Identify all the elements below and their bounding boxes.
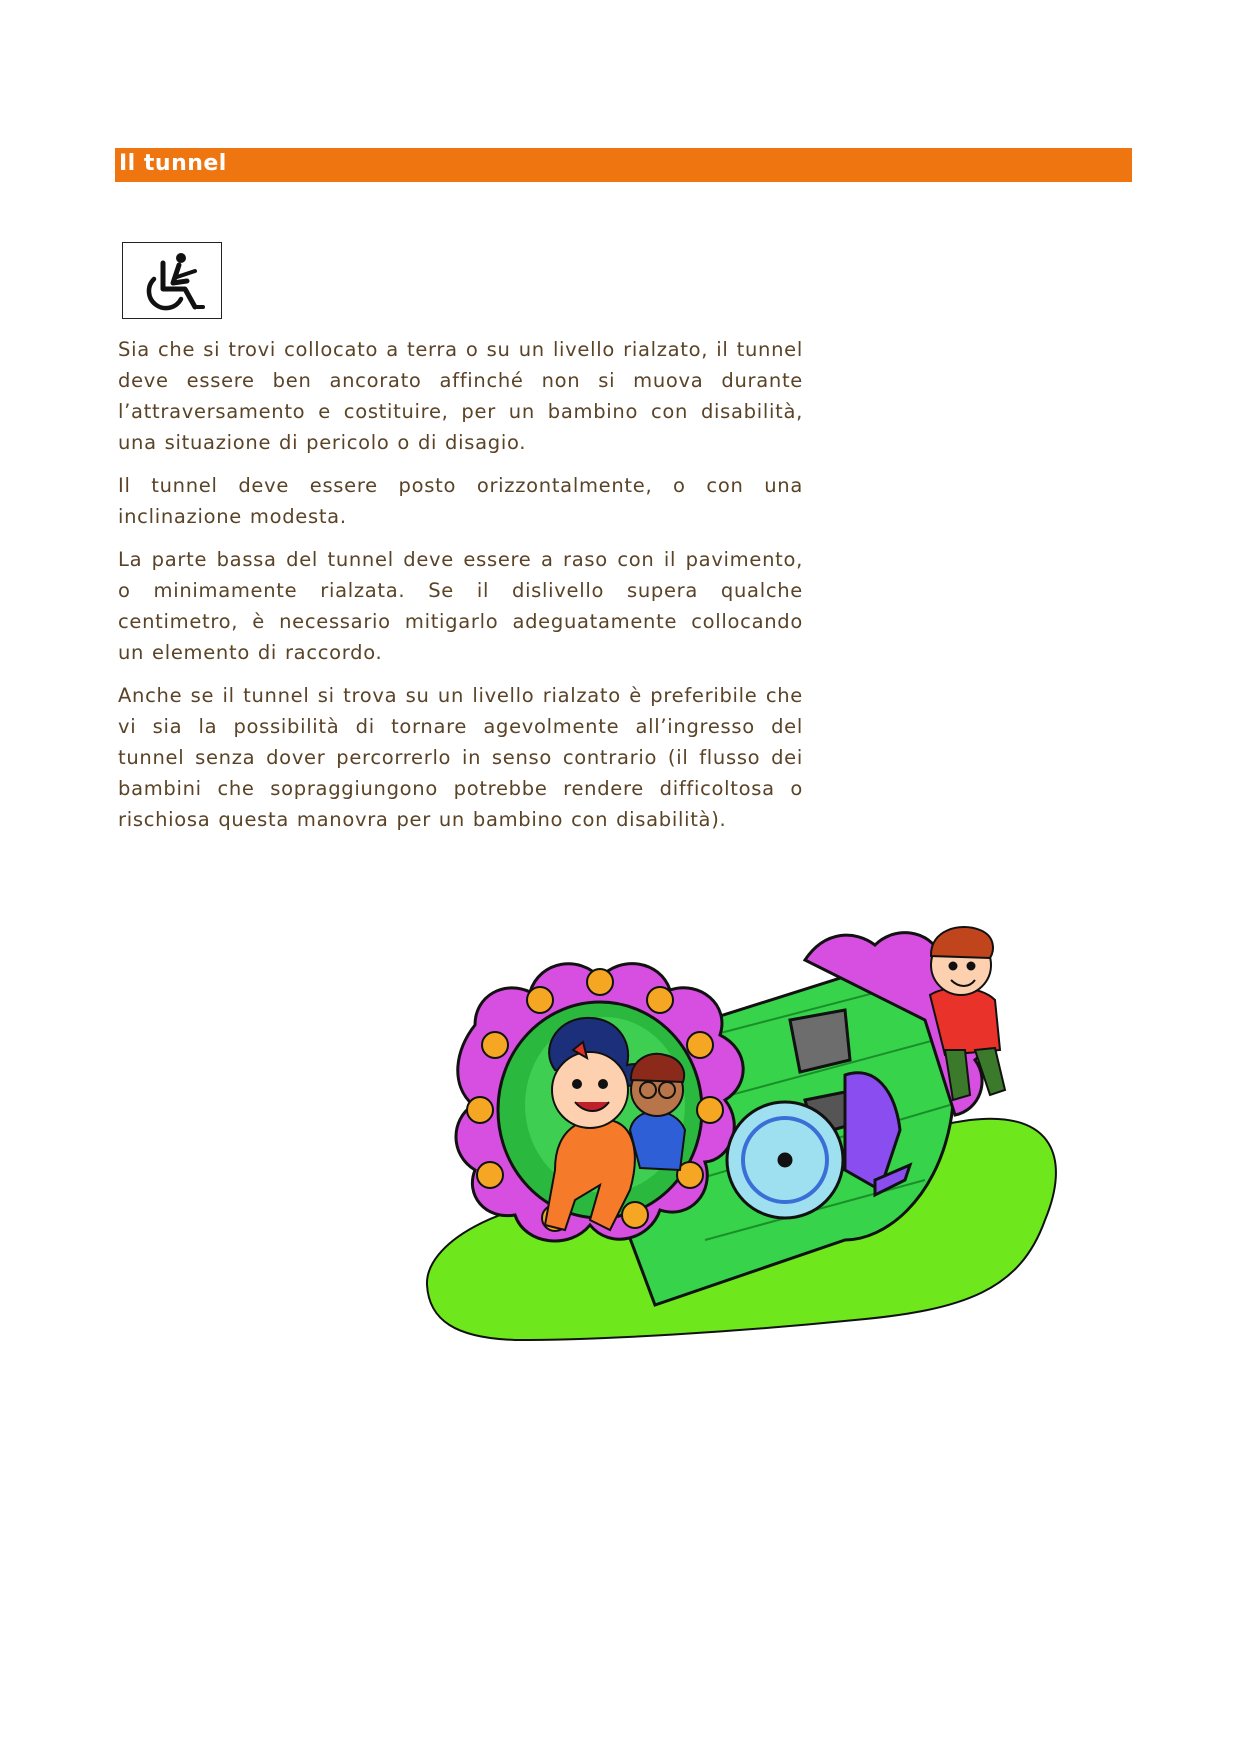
tunnel-illustration bbox=[405, 900, 1065, 1370]
paragraph-4: Anche se il tunnel si trova su un livello rialzato è preferibile che vi sia la possibilità di tornare agevolmente all’ingresso del tunnel senza dover percorrerlo in senso contrario (il flusso dei bambini che sopraggiungono potrebbe rendere difficoltosa o rischiosa questa manovra per un bambino con disabilità). bbox=[118, 684, 803, 831]
paragraph-3: La parte bassa del tunnel deve essere a raso con il pavimento, o minimamente rialzata. Se il dislivello supera qualche centimetro, è necessario mitigarlo adeguatamente collocando un elemento di raccordo. bbox=[118, 548, 803, 664]
paragraph-2: Il tunnel deve essere posto orizzontalmente, o con una inclinazione modesta. bbox=[118, 474, 803, 528]
body-text bbox=[118, 334, 803, 847]
section-header-bar bbox=[115, 148, 1132, 182]
paragraph-1: Sia che si trovi collocato a terra o su un livello rialzato, il tunnel deve essere ben ancorato affinché non si muova durante l’attraversamento e costituire, per un bambino con disabilità, una situazione di pericolo o di disagio. bbox=[118, 338, 803, 454]
section-title: Il tunnel bbox=[119, 151, 227, 176]
wheelchair-accessibility-icon bbox=[137, 249, 209, 315]
accessibility-icon-box bbox=[122, 242, 222, 319]
